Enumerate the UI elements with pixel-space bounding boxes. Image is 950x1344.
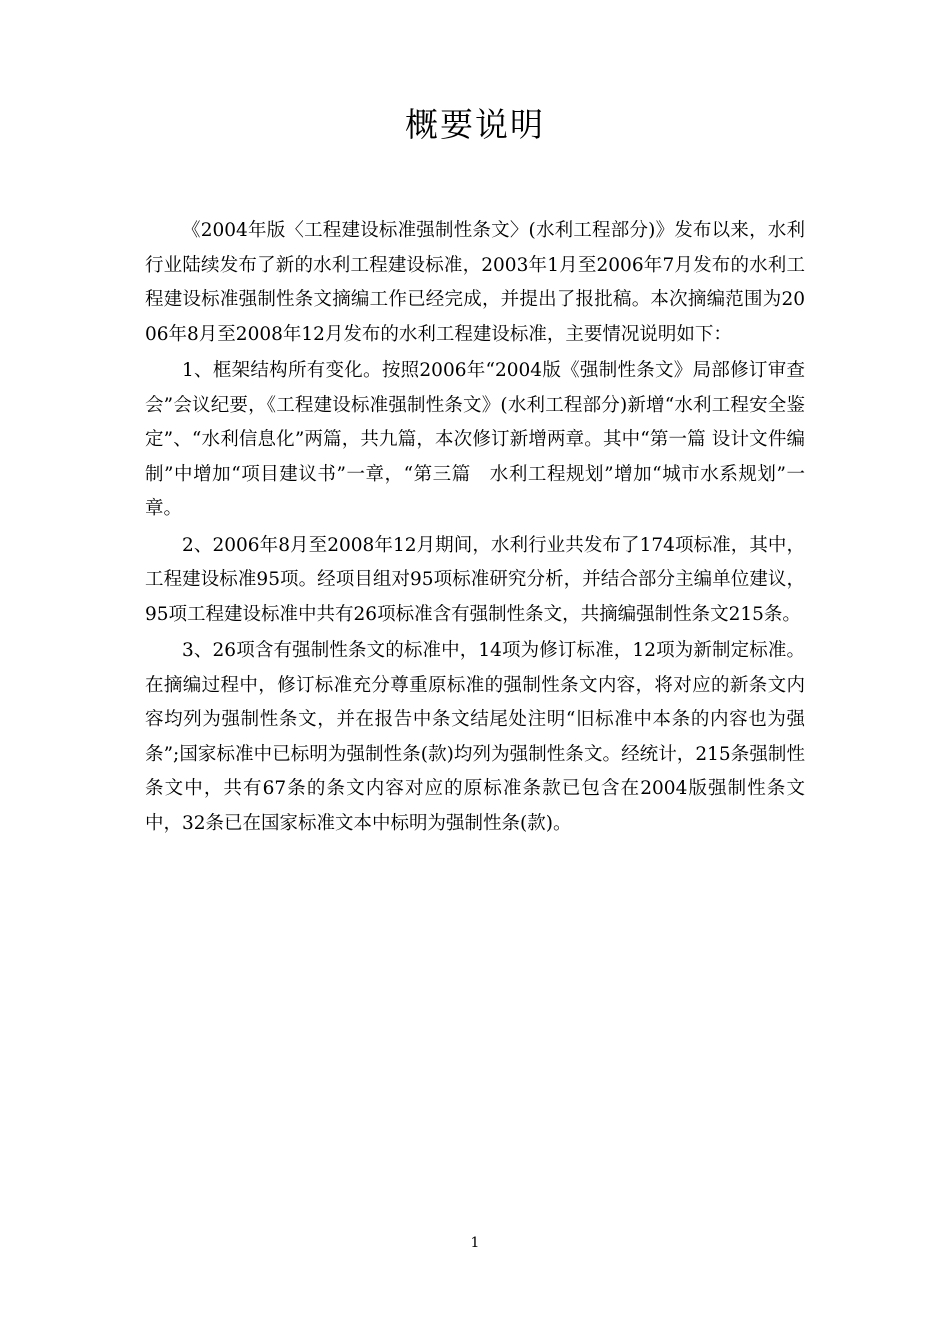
- document-body: [145, 214, 805, 841]
- paragraph-item-1: 1、框架结构所有变化。按照2006年“2004版《强制性条文》局部修订审查会”会议纪要，《工程建设标准强制性条文》(水利工程部分)新增“水利工程安全鉴定”、“水利信息化”两篇，共九篇，本次修订新增两章。其中“第一篇 设计文件编制”中增加“项目建议书”一章，“第三篇 水利工程规划”增加“城市水系规划”一章。: [145, 360, 805, 519]
- paragraph-intro: 《2004年版〈工程建设标准强制性条文〉(水利工程部分)》发布以来，水利行业陆续发布了新的水利工程建设标准，2003年1月至2006年7月发布的水利工程建设标准强制性条文摘编工作已经完成，并提出了报批稿。本次摘编范围为2006年8月至2008年12月发布的水利工程建设标准，主要情况说明如下：: [145, 220, 805, 345]
- paragraph-item-3: 3、26项含有强制性条文的标准中，14项为修订标准，12项为新制定标准。在摘编过程中，修订标准充分尊重原标准的强制性条文内容，将对应的新条文内容均列为强制性条文，并在报告中条文结尾处注明“旧标准中本条的内容也为强条”;国家标准中已标明为强制性条(款)均列为强制性条文。经统计，215条强制性条文中，共有67条的条文内容对应的原标准条款已包含在2004版强制性条文中，32条已在国家标准文本中标明为强制性条(款)。: [145, 640, 805, 834]
- paragraph-item-2: 2、2006年8月至2008年12月期间，水利行业共发布了174项标准，其中，工程建设标准95项。经项目组对95项标准研究分析，并结合部分主编单位建议，95项工程建设标准中共有26项标准含有强制性条文，共摘编强制性条文215条。: [145, 534, 805, 625]
- page-title: 概要说明: [405, 105, 545, 144]
- page-number: 1: [470, 1235, 480, 1251]
